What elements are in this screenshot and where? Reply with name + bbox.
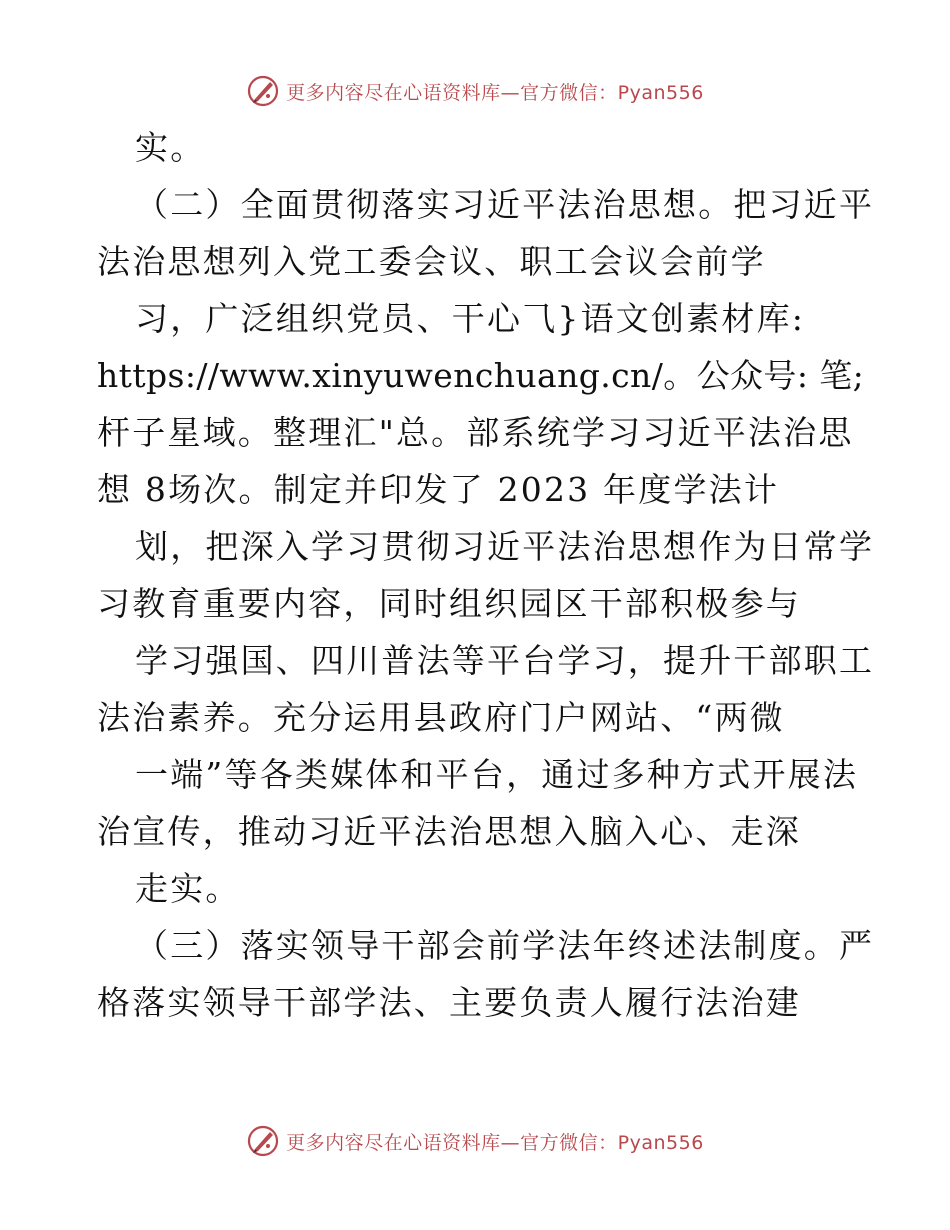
text-line: 法治思想列入党工委会议、职工会议会前学 [97, 242, 766, 281]
text-line: （二）全面贯彻落实习近平法治思想。把习近平 [135, 185, 875, 224]
text-line: 实。 [135, 128, 206, 167]
footer-banner-text: 更多内容尽在心语资料库—官方微信：Pyan556 [286, 1131, 704, 1154]
text-line: （三）落实领导干部会前学法年终述法制度。严 [135, 926, 875, 965]
text-line: 治宣传，推动习近平法治思想入脑入心、走深 [97, 812, 801, 851]
quill-pen-logo-icon [246, 1124, 280, 1158]
text-line: 划，把深入学习贯彻习近平法治思想作为日常学 [135, 527, 875, 566]
text-line: 习教育重要内容，同时组织园区干部积极参与 [97, 584, 801, 623]
text-line: 法治素养。充分运用县政府门户网站、“两微 [97, 698, 785, 737]
footer-banner [0, 1121, 950, 1161]
text-line: 习，广泛组织党员、干心⺄}语文创素材库: [135, 299, 806, 338]
text-line: 走实。 [135, 869, 241, 908]
text-line: 想 8场次。制定并印发了 2023 年度学法计 [97, 470, 780, 509]
text-line: 学习强国、四川普法等平台学习，提升干部职工 [135, 641, 875, 680]
header-banner-text: 更多内容尽在心语资料库—官方微信：Pyan556 [286, 81, 704, 104]
text-line: 格落实领导干部学法、主要负责人履行法治建 [97, 983, 801, 1022]
text-line: https://www.xinyuwenchuang.cn/。公众号: 笔; [97, 356, 865, 395]
text-line: 一端”等各类媒体和平台，通过多种方式开展法 [135, 755, 859, 794]
text-line: 杆子星域。整理汇"总。部系统学习习近平法治思 [97, 413, 854, 452]
